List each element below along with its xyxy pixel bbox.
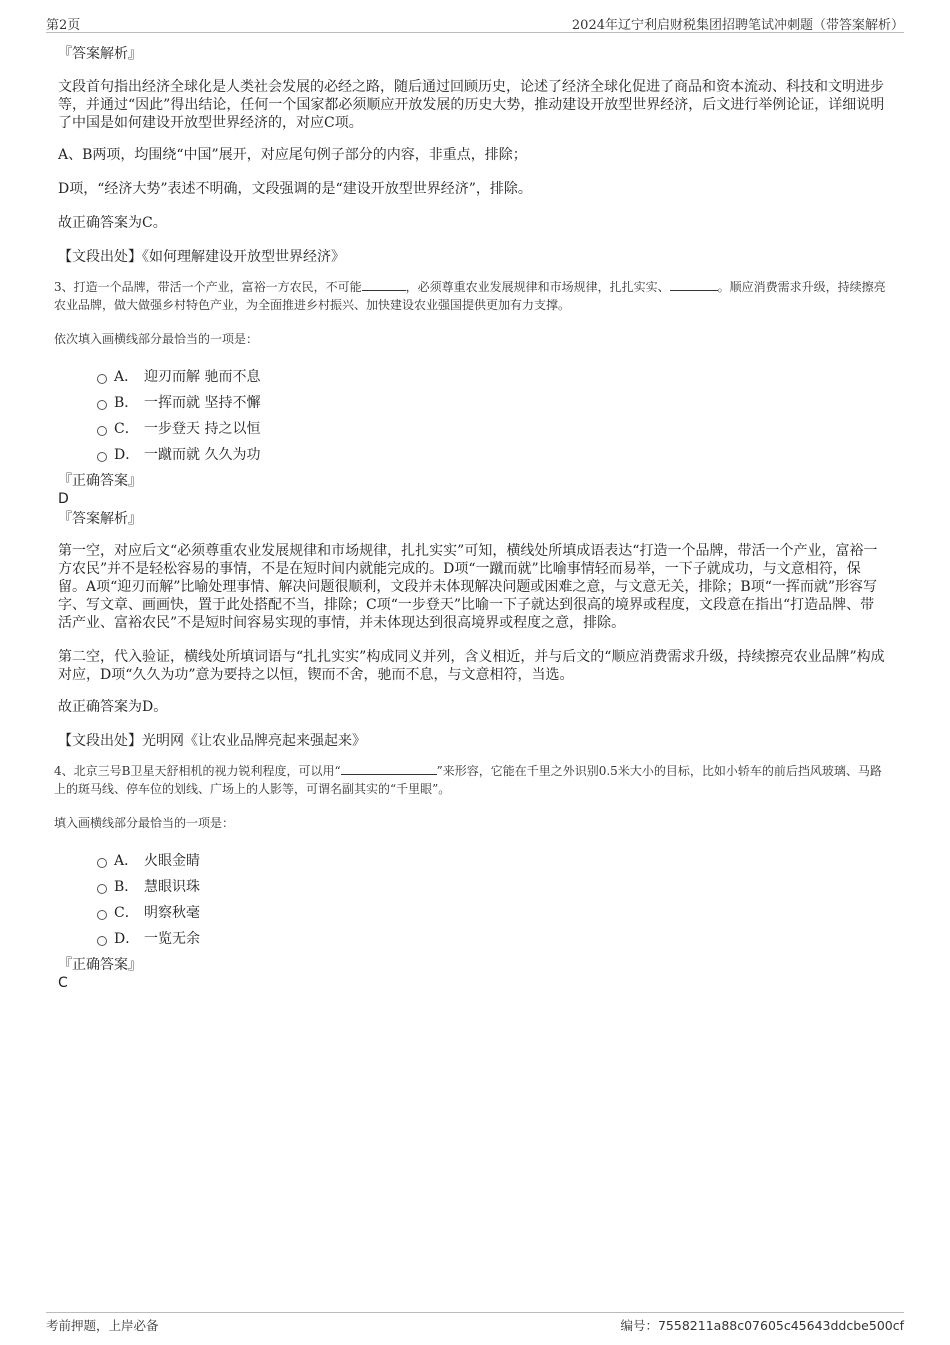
radio-icon[interactable]	[97, 452, 107, 462]
option-letter: A．	[114, 853, 139, 869]
q3-option-a[interactable]	[58, 364, 888, 390]
q3-analysis-label: 『答案解析』	[58, 511, 142, 527]
option-text: 慧眼识珠	[144, 879, 200, 895]
q3-options	[58, 364, 888, 468]
q2-analysis-p4: 故正确答案为C。	[58, 215, 167, 231]
q3-option-b[interactable]	[58, 390, 888, 416]
option-letter: C．	[114, 905, 139, 921]
footer-slogan: 考前押题，上岸必备	[46, 1318, 159, 1333]
q3-stem-part-3: 。顺应消费需求升级，持续擦亮农业品牌，做大做强乡村特色产业，为全面推进乡村振兴、加快建设农业强国提供更加有力支撑。	[54, 280, 886, 312]
page-header	[46, 14, 904, 33]
radio-icon[interactable]	[97, 884, 107, 894]
q3-stem	[54, 278, 888, 314]
radio-icon[interactable]	[97, 910, 107, 920]
q2-analysis-p3: D项，“经济大势”表述不明确，文段强调的是“建设开放型世界经济”，排除。	[58, 181, 532, 197]
q3-correct-answer: D	[58, 491, 69, 507]
q3-blank-2	[670, 279, 718, 291]
q3-analysis-p2: 第二空，代入验证，横线处所填词语与“扎扎实实”构成同义并列，含义相近，并与后文的“顺应消费需求升级，持续擦亮农业品牌”构成对应，D项“久久为功”意为要持之以恒，锲而不舍，驰而不息，与文意相符，当选。	[58, 649, 885, 683]
q3-option-c[interactable]	[58, 416, 888, 442]
option-letter: D．	[114, 447, 140, 463]
q4-stem-part-2: ”来形容，它能在千里之外识别0.5米大小的目标，比如小轿车的前后挡风玻璃、马路上的斑马线、停车位的划线、广场上的人影等，可谓名副其实的“千里眼”。	[54, 764, 882, 796]
option-text: 一览无余	[144, 931, 200, 947]
q3-stem-part-2: ，必须尊重农业发展规律和市场规律，扎扎实实、	[405, 280, 670, 294]
q3-prompt: 依次填入画横线部分最恰当的一项是：	[54, 332, 259, 346]
q3-analysis-p1: 第一空，对应后文“必须尊重农业发展规律和市场规律，扎扎实实”可知，横线处所填成语表达“打造一个品牌，带活一个产业，富裕一方农民”并不是轻松容易的事情，不是在短时间内就能完成的。D项“一蹴而就”比喻事情轻而易举，一下子就成功，与文意相符，保留。A项“迎刃而解”比喻处理事情、解决问题很顺利，文段并未体现解决问题或困难之意，与文意无关，排除；B项“一挥而就”形容写字、写文章、画画快，置于此处搭配不当，排除；C项“一步登天”比喻一下子就达到很高的境界或程度，文段意在指出“打造品牌、带活产业、富裕农民”不是短时间容易实现的事情，并未体现达到很高境界或程度之意，排除。	[58, 543, 878, 631]
option-letter: B．	[114, 879, 139, 895]
q4-stem-part-1: 4、北京三号B卫星天舒相机的视力锐利程度，可以用“	[54, 764, 341, 778]
option-letter: C．	[114, 421, 139, 437]
radio-icon[interactable]	[97, 936, 107, 946]
q4-correct-label: 『正确答案』	[58, 957, 142, 973]
page-number: 第2页	[46, 18, 81, 33]
q4-prompt: 填入画横线部分最恰当的一项是：	[54, 816, 235, 830]
q2-analysis-p2: A、B两项，均围绕“中国”展开，对应尾句例子部分的内容，非重点，排除；	[58, 147, 527, 163]
page-footer	[46, 1312, 904, 1333]
option-letter: B．	[114, 395, 139, 411]
q3-blank-1	[362, 279, 406, 291]
q4-option-c[interactable]	[58, 900, 888, 926]
footer-code	[620, 1316, 904, 1334]
option-text: 明察秋毫	[144, 905, 200, 921]
option-letter: A．	[114, 369, 139, 385]
option-letter: D．	[114, 931, 140, 947]
radio-icon[interactable]	[97, 400, 107, 410]
q4-stem	[54, 762, 888, 798]
q3-option-d[interactable]	[58, 442, 888, 468]
option-text: 一挥而就 坚持不懈	[144, 395, 261, 411]
q4-options	[58, 848, 888, 952]
option-text: 一步登天 持之以恒	[144, 421, 261, 437]
q4-option-a[interactable]	[58, 848, 888, 874]
q4-option-d[interactable]	[58, 926, 888, 952]
q2-analysis-label: 『答案解析』	[58, 46, 142, 62]
q2-source: 【文段出处】《如何理解建设开放型世界经济》	[58, 249, 345, 265]
option-text: 火眼金睛	[144, 853, 200, 869]
radio-icon[interactable]	[97, 374, 107, 384]
q3-stem-part-1: 3、打造一个品牌，带活一个产业，富裕一方农民，不可能	[54, 280, 362, 294]
footer-code-label: 编号：	[620, 1318, 658, 1333]
q4-blank	[341, 763, 437, 775]
q3-correct-label: 『正确答案』	[58, 473, 142, 489]
document-title: 2024年辽宁利启财税集团招聘笔试冲刺题（带答案解析）	[571, 18, 904, 33]
footer-code-value: 7558211a88c07605c45643ddcbe500cf	[657, 1318, 904, 1333]
radio-icon[interactable]	[97, 426, 107, 436]
q3-analysis-p3: 故正确答案为D。	[58, 699, 168, 715]
q3-source: 【文段出处】光明网《让农业品牌亮起来强起来》	[58, 733, 366, 749]
option-text: 一蹴而就 久久为功	[144, 447, 261, 463]
q4-option-b[interactable]	[58, 874, 888, 900]
q4-correct-answer: C	[58, 975, 68, 991]
option-text: 迎刃而解 驰而不息	[144, 369, 261, 385]
q2-analysis-p1: 文段首句指出经济全球化是人类社会发展的必经之路，随后通过回顾历史，论述了经济全球化促进了商品和资本流动、科技和文明进步等，并通过“因此”得出结论，任何一个国家都必须顺应开放发展的历史大势，推动建设开放型世界经济，后文进行举例论证，详细说明了中国是如何建设开放型世界经济的，对应C项。	[58, 79, 885, 131]
page-content	[54, 44, 888, 992]
radio-icon[interactable]	[97, 858, 107, 868]
